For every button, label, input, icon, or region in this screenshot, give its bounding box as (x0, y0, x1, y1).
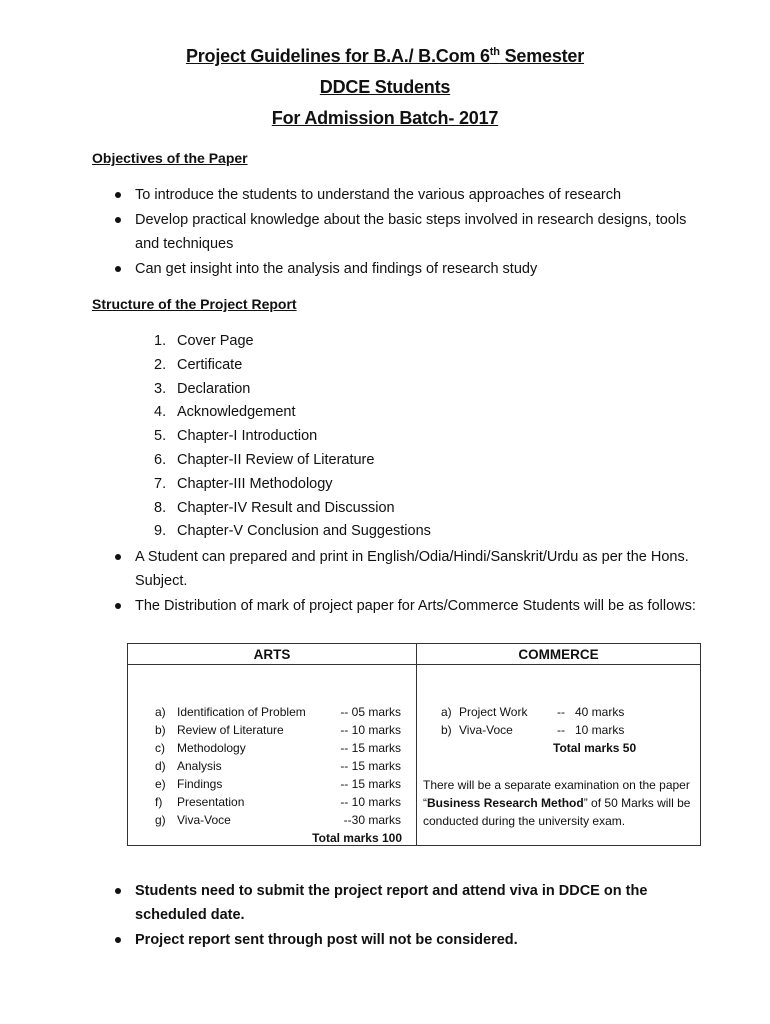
distribution-note: The Distribution of mark of project paper for Arts/Commerce Students will be as follows: (135, 598, 696, 614)
list-item: 1. Cover Page (154, 333, 254, 349)
list-item: 7. Chapter-III Methodology (154, 475, 333, 492)
list-item: 4. Acknowledgement (154, 404, 296, 421)
table-row: f) Presentation -- 10 marks (155, 795, 401, 809)
marks-table (127, 643, 701, 846)
table-row: a) Project Work -- 40 marks (441, 705, 625, 719)
list-item: 9. Chapter-V Conclusion and Suggestions (154, 523, 431, 540)
list-item: 3. Declaration (154, 380, 251, 397)
language-note: A Student can prepared and print in English/Odia/Hindi/Sanskrit/Urdu as per the Hons. Subject. (135, 549, 689, 589)
objectives-heading: Objectives of the Paper (92, 150, 248, 166)
table-row: a) Identification of Problem -- 05 marks (155, 705, 401, 719)
commerce-total: Total marks 50 (553, 741, 637, 755)
batch-title: For Admission Batch- 2017 (271, 108, 499, 128)
list-item: 5. Chapter-I Introduction (154, 428, 318, 445)
table-row: b) Viva-Voce -- 10 marks (441, 723, 625, 737)
objective-item: To introduce the students to understand the various approaches of research (135, 187, 622, 203)
page-title: Project Guidelines for B.A./ B.Com 6th Semester (185, 46, 585, 66)
table-row: d) Analysis -- 15 marks (155, 759, 401, 773)
arts-header: ARTS (128, 644, 417, 665)
table-row: c) Methodology -- 15 marks (155, 741, 401, 755)
table-row: e) Findings -- 15 marks (155, 777, 401, 791)
page-subtitle: DDCE Students (319, 77, 451, 97)
commerce-header: COMMERCE (417, 644, 701, 665)
submission-note: Students need to submit the project report and attend viva in DDCE on the scheduled date. (135, 883, 648, 923)
objective-item: Develop practical knowledge about the basic steps involved in research designs, tools and techniques (135, 212, 687, 252)
table-row: g) Viva-Voce --30 marks (155, 813, 401, 827)
post-note: Project report sent through post will not be considered. (135, 932, 518, 948)
arts-total: Total marks 100 (312, 831, 402, 845)
list-item: 6. Chapter-II Review of Literature (154, 451, 375, 468)
list-item: 2. Certificate (154, 356, 243, 373)
objective-item: Can get insight into the analysis and findings of research study (135, 261, 538, 277)
structure-list (154, 331, 431, 545)
arts-cell (128, 665, 417, 846)
commerce-cell (417, 665, 701, 846)
table-row: b) Review of Literature -- 10 marks (155, 723, 401, 737)
list-item: 8. Chapter-IV Result and Discussion (154, 499, 395, 516)
commerce-exam-note: There will be a separate examination on the paper “Business Research Method” of 50 Marks will be conducted during the university exam. (423, 778, 691, 828)
structure-heading: Structure of the Project Report (92, 296, 297, 312)
